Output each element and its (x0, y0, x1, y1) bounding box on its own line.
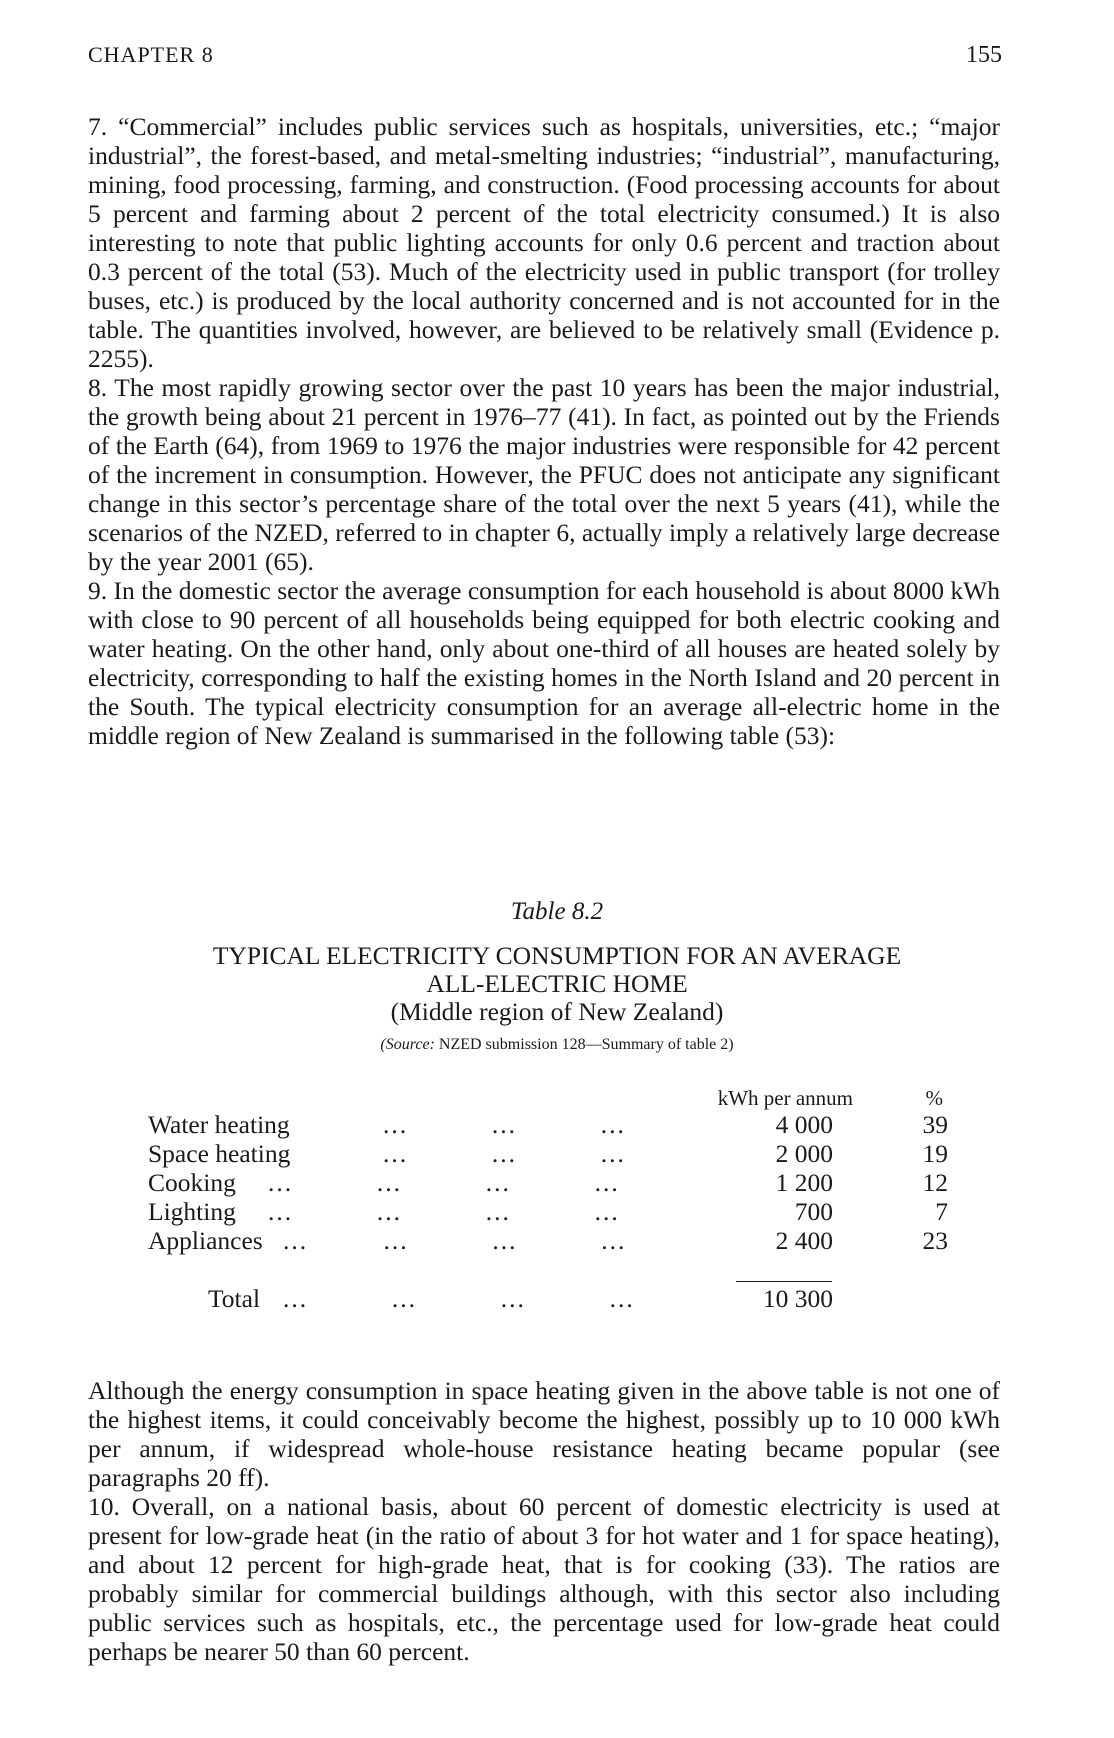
row-kwh: 700 (794, 1197, 833, 1226)
table-title (0, 942, 1114, 1026)
table-number: Table 8.2 (510, 898, 604, 925)
source-text: NZED submission 128—Summary of table 2) (434, 1036, 734, 1053)
table-caption (0, 898, 1114, 1054)
col-header-pct: % (925, 1086, 943, 1110)
paragraph-7: 7. “Commercial” includes public services such as hospitals, universities, etc.; “major industrial”, the forest-based, and metal-smelting industries; “industrial”, manufacturing, mining, food processing, farming, and construction. (Food processing accounts for about 5 percent and farming about 2 percent of the total electricity consumed.) It is also interesting to note that public lighting accounts for only 0.6 percent and traction about 0.3 percent of the total (53). Much of the electricity used in public transport (for trolley buses, etc.) is produced by the local authority concerned and is not accounted for in the table. The quantities involved, however, are believed to be relatively small (Evidence p. 2255). (88, 112, 1000, 373)
row-kwh: 2 000 (775, 1139, 833, 1168)
table-row (148, 1226, 948, 1255)
row-pct: 39 (922, 1110, 948, 1139)
row-kwh: 1 200 (775, 1168, 833, 1197)
row-pct: 7 (935, 1197, 948, 1226)
paragraph-after-table: Although the energy consumption in space heating given in the above table is not one of the highest items, it could conceivably become the highest, possibly up to 10 000 kWh per annum, if widespread whole-house resistance heating became popular (see paragraphs 20 ff). (88, 1376, 1000, 1492)
row-label: Cooking (148, 1168, 236, 1197)
row-label: Water heating (148, 1110, 290, 1139)
table-subtitle: (Middle region of New Zealand) (390, 997, 724, 1026)
leader-dots: ... ... ... ... (268, 1168, 620, 1197)
leader-dots: ... ... ... (383, 1110, 626, 1139)
total-rule (736, 1281, 832, 1282)
table-row (148, 1168, 948, 1197)
row-label: Appliances (148, 1226, 263, 1255)
paragraph-10: 10. Overall, on a national basis, about 60 percent of domestic electricity is used at present for low-grade heat (in the ratio of about 3 for hot water and 1 for space heating), and about 12 percent for high-grade heat, that is for cooking (33). The ratios are probably similar for commercial buildings although, with this sector also including public services such as hospitals, etc., the percentage used for low-grade heat could perhaps be nearer 50 than 60 percent. (88, 1492, 1000, 1666)
table-title-line2: ALL-ELECTRIC HOME (426, 969, 688, 998)
row-label: Space heating (148, 1139, 291, 1168)
text-block-top (88, 112, 1000, 750)
leader-dots: ... ... ... (383, 1139, 626, 1168)
page-header (88, 42, 1002, 72)
chapter-label: CHAPTER 8 (88, 42, 214, 67)
leader-dots: ... ... ... ... (283, 1284, 635, 1313)
table-title-line1: TYPICAL ELECTRICITY CONSUMPTION FOR AN AVERAGE (212, 941, 902, 970)
leader-dots: ... ... ... ... (283, 1226, 627, 1255)
paragraph-8: 8. The most rapidly growing sector over the past 10 years has been the major industrial, the growth being about 21 percent in 1976–77 (41). In fact, as pointed out by the Friends of the Earth (64), from 1969 to 1976 the major industries were responsible for 42 percent of the increment in consumption. However, the PFUC does not anticipate any significant change in this sector’s percentage share of the total over the next 5 years (41), while the scenarios of the NZED, referred to in chapter 6, actually imply a relatively large decrease by the year 2001 (65). (88, 373, 1000, 576)
col-header-kwh: kWh per annum (717, 1086, 853, 1110)
page-number: 155 (966, 42, 1002, 68)
table-source (0, 1036, 1114, 1054)
row-kwh: 2 400 (775, 1226, 833, 1255)
leader-dots: ... ... ... ... (268, 1197, 620, 1226)
table-row (148, 1139, 948, 1168)
table-row (148, 1197, 948, 1226)
table-total-row (208, 1284, 948, 1313)
text-block-bottom (88, 1376, 1000, 1666)
total-label: Total (208, 1284, 261, 1313)
paragraph-9: 9. In the domestic sector the average consumption for each household is about 8000 kWh with close to 90 percent of all households being equipped for both electric cooking and water heating. On the other hand, only about one-third of all houses are heated solely by electricity, corresponding to half the existing homes in the North Island and 20 percent in the South. The typical electricity consumption for an average all-electric home in the middle region of New Zealand is summarised in the following table (53): (88, 576, 1000, 750)
row-pct: 23 (922, 1226, 948, 1255)
source-label: (Source: (380, 1036, 435, 1053)
row-pct: 12 (922, 1168, 948, 1197)
table-row (148, 1110, 948, 1139)
row-kwh: 4 000 (775, 1110, 833, 1139)
total-kwh: 10 300 (762, 1284, 833, 1313)
row-pct: 19 (922, 1139, 948, 1168)
row-label: Lighting (148, 1197, 236, 1226)
